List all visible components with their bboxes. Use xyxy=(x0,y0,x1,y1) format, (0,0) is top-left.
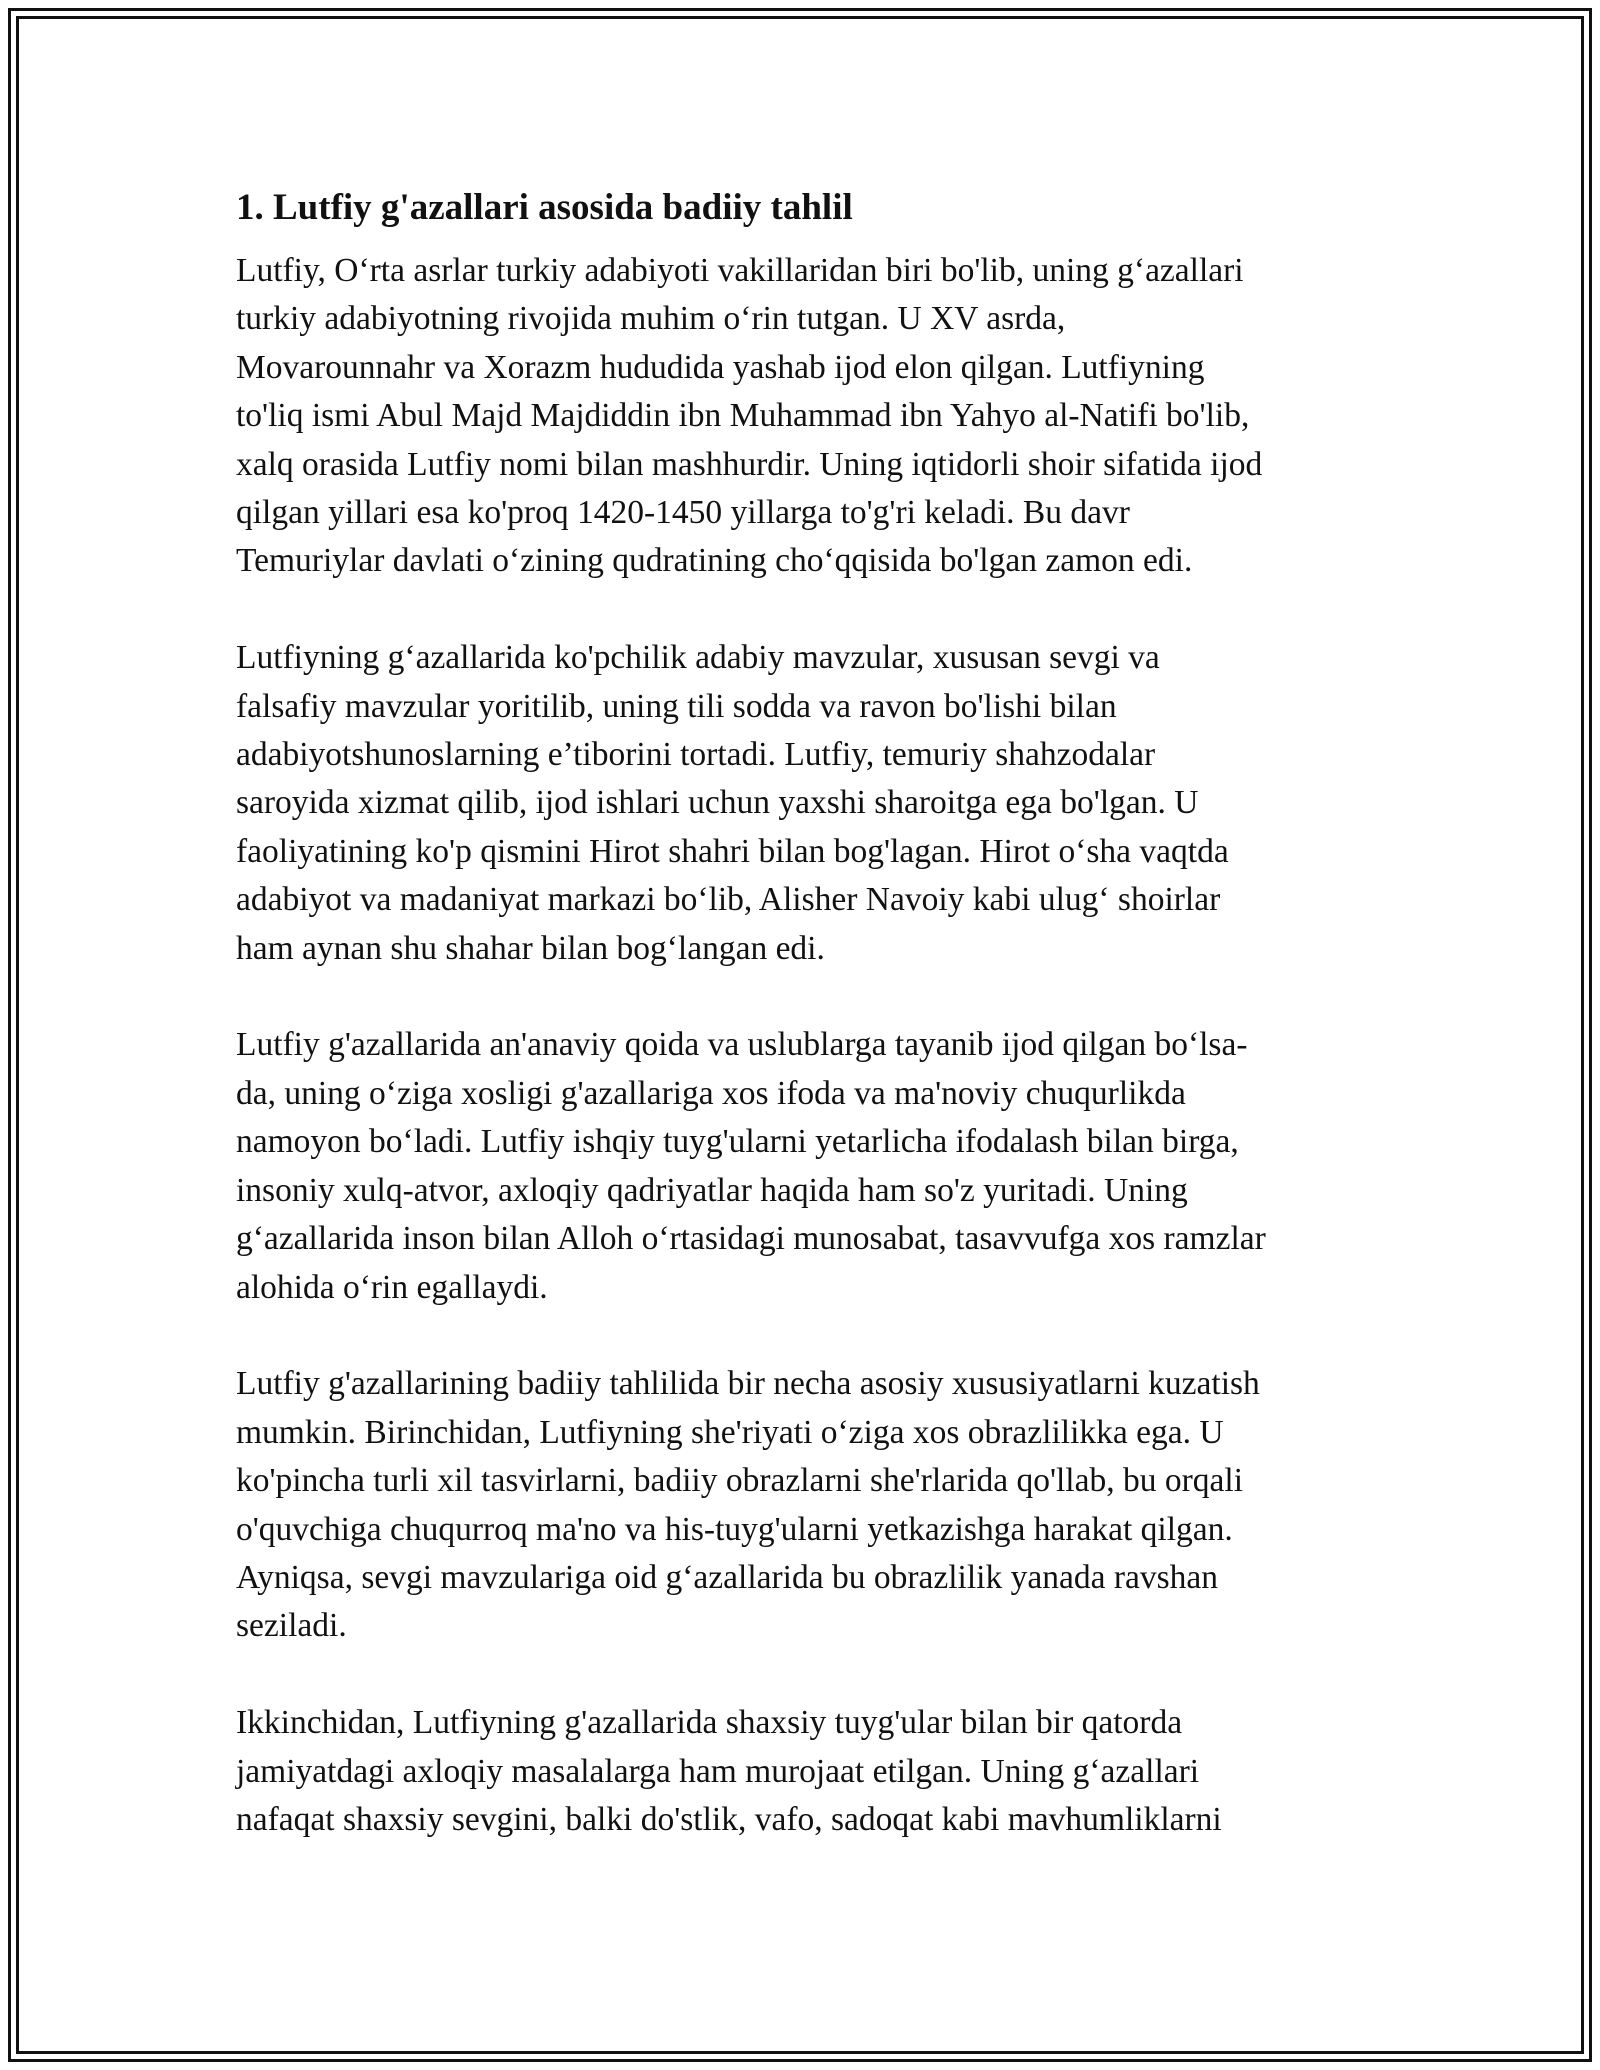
text-line: insoniy xulq-atvor, axloqiy qadriyatlar haqida ham so'z yuritadi. Uning xyxy=(236,1171,1188,1209)
paragraph xyxy=(236,634,1366,973)
text-line: adabiyot va madaniyat markazi bo‘lib, Alisher Navoiy kabi ulug‘ shoirlar xyxy=(236,881,1221,919)
text-line: Lutfiy, O‘rta asrlar turkiy adabiyoti vakillaridan biri bo'lib, uning g‘azallari xyxy=(236,252,1244,289)
paragraph xyxy=(236,247,1366,586)
text-line: falsafiy mavzular yoritilib, uning tili sodda va ravon bo'lishi bilan xyxy=(236,687,1117,725)
text-line: ham aynan shu shahar bilan bog‘langan edi. xyxy=(236,929,825,967)
text-line: faoliyatining ko'p qismini Hirot shahri bilan bog'lagan. Hirot o‘sha vaqtda xyxy=(236,832,1229,870)
text-line: adabiyotshunoslarning e’tiborini tortadi. Lutfiy, temuriy shahzodalar xyxy=(236,736,1156,774)
text-line: seziladi. xyxy=(236,1607,347,1645)
text-line: o'quvchiga chuqurroq ma'no va his-tuyg'ularni yetkazishga harakat qilgan. xyxy=(236,1510,1233,1548)
document-body xyxy=(236,184,1366,1893)
text-line: Lutfiy g'azallarida an'anaviy qoida va uslublarga tayanib ijod qilgan bo‘lsa- xyxy=(236,1026,1248,1064)
text-line: nafaqat shaxsiy sevgini, balki do'stlik, vafo, sadoqat kabi mavhumliklarni xyxy=(236,1800,1222,1838)
text-line: Ikkinchidan, Lutfiyning g'azallarida shaxsiy tuyg'ular bilan bir qatorda xyxy=(236,1704,1183,1742)
text-line: turkiy adabiyotning rivojida muhim o‘rin tutgan. U XV asrda, xyxy=(236,300,1066,338)
text-line: ko'pincha turli xil tasvirlarni, badiiy obrazlarni she'rlarida qo'llab, bu orqali xyxy=(236,1462,1243,1500)
text-line: Ayniqsa, sevgi mavzulariga oid g‘azallarida bu obrazlilik yanada ravshan xyxy=(236,1558,1219,1596)
text-line: da, uning o‘ziga xosligi g'azallariga xos ifoda va ma'noviy chuqurlikda xyxy=(236,1074,1186,1112)
text-line: qilgan yillari esa ko'proq 1420-1450 yillarga to'g'ri keladi. Bu davr xyxy=(236,494,1130,532)
text-line: saroyida xizmat qilib, ijod ishlari uchun yaxshi sharoitga ega bo'lgan. U xyxy=(236,784,1199,822)
section-heading: 1. Lutfiy g'azallari asosida badiiy tahlil xyxy=(236,187,853,228)
text-line: Lutfiy g'azallarining badiiy tahlilida bir necha asosiy xususiyatlarni kuzatish xyxy=(236,1365,1260,1403)
paragraph xyxy=(236,1360,1366,1650)
text-line: to'liq ismi Abul Majd Majdiddin ibn Muhammad ibn Yahyo al-Natifi bo'lib, xyxy=(236,397,1250,435)
text-line: namoyon bo‘ladi. Lutfiy ishqiy tuyg'ularni yetarlicha ifodalash bilan birga, xyxy=(236,1123,1239,1161)
text-line: xalq orasida Lutfiy nomi bilan mashhurdir. Uning iqtidorli shoir sifatida ijod xyxy=(236,445,1263,483)
text-line: Lutfiyning g‘azallarida ko'pchilik adabiy mavzular, xususan sevgi va xyxy=(236,639,1160,677)
text-line: g‘azallarida inson bilan Alloh o‘rtasidagi munosabat, tasavvufga xos ramzlar xyxy=(236,1220,1266,1258)
paragraph-list xyxy=(236,247,1366,1844)
paragraph xyxy=(236,1021,1366,1311)
text-line: Temuriylar davlati o‘zining qudratining cho‘qqisida bo'lgan zamon edi. xyxy=(236,542,1193,580)
text-line: alohida o‘rin egallaydi. xyxy=(236,1268,548,1306)
text-line: mumkin. Birinchidan, Lutfiyning she'riyati o‘ziga xos obrazlilikka ega. U xyxy=(236,1413,1224,1451)
paragraph xyxy=(236,1699,1366,1844)
text-line: jamiyatdagi axloqiy masalalarga ham murojaat etilgan. Uning g‘azallari xyxy=(236,1752,1200,1790)
text-line: Movarounnahr va Xorazm hududida yashab ijod elon qilgan. Lutfiyning xyxy=(236,348,1205,386)
